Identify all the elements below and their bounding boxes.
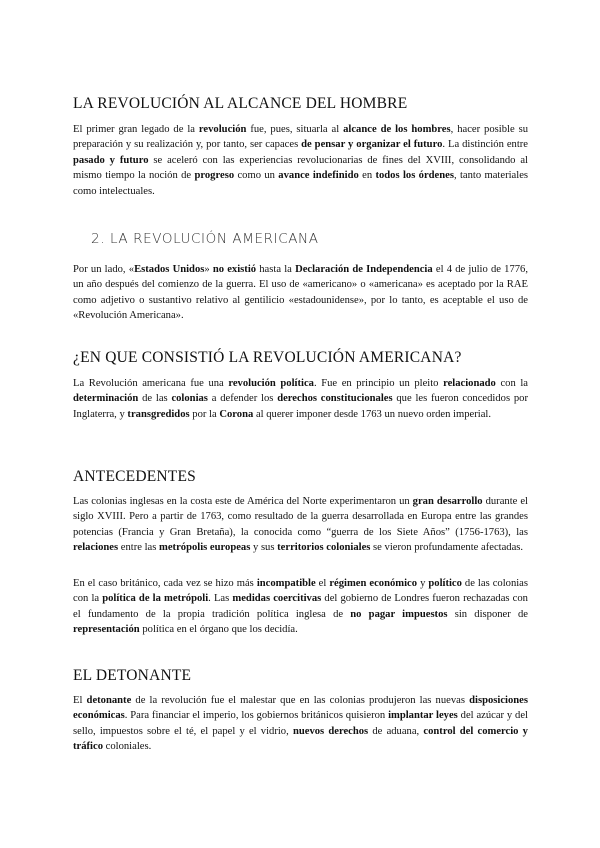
text-run: durante el siglo XVIII. Pero a partir de 1763, como resultado de la guerra desarrollada en Europa entre las grandes potencias (Francia y Gran Bretaña), la conocida como “guerra de los Siete Años” (1756-1763), las [73, 496, 528, 538]
text-run: entre las [118, 542, 160, 554]
text-run: como un [234, 170, 279, 182]
paragraph-estados-unidos [73, 262, 528, 324]
bold-text: implantar leyes [388, 710, 458, 722]
text-run: . Para financiar el imperio, los gobiernos británicos quisieron [124, 710, 389, 722]
text-run: En el caso británico, cada vez se hizo más [73, 578, 257, 589]
bold-text: relacionado [443, 378, 496, 389]
bold-text: relaciones [73, 542, 119, 554]
text-run: Por un lado, « [73, 264, 135, 275]
bold-text: todos los órdenes [375, 170, 454, 182]
bold-text: Declaración de Independencia [295, 264, 433, 275]
bold-text: régimen económico [329, 578, 418, 589]
text-run: en [358, 170, 376, 182]
bold-text: de pensar y organizar el futuro [301, 139, 443, 151]
bold-text: territorios coloniales [277, 542, 371, 554]
paragraph-revolucion-politica [73, 376, 528, 422]
heading-revolucion-alcance: LA REVOLUCIÓN AL ALCANCE DEL HOMBRE [73, 95, 408, 112]
text-run: . Las [208, 593, 233, 605]
bold-text: nuevos derechos [292, 725, 369, 737]
heading-el-detonante: EL DETONANTE [73, 667, 192, 684]
text-run: que les fueron concedidos por Inglaterra, y [73, 393, 528, 420]
text-run: del gobierno de Londres fueron rechazadas con el fundamento de la propia tradición política inglesa de [73, 593, 528, 620]
text-run: , tanto materiales como intelectuales. [73, 170, 529, 197]
bold-text: determinación [73, 393, 139, 405]
bold-text: metrópolis europeas [159, 542, 251, 554]
bold-text: incompatible [256, 578, 316, 589]
heading-en-que-consistio: ¿EN QUE CONSISTIÓ LA REVOLUCIÓN AMERICANA? [73, 349, 462, 366]
bold-text: derechos constitucionales [277, 393, 393, 405]
bold-text: representación [73, 624, 140, 636]
text-run: por la [189, 408, 220, 420]
text-run: el 4 de julio de 1776, un año después del comienzo de la guerra. El uso de «americano» o «americana» es aceptado por la RAE como adjetivo o sustantivo relativo al gentilicio «estadounidense», por lo tanto, es aceptable el uso de «Revolución Americana». [73, 264, 529, 322]
bold-text: Corona [219, 408, 254, 420]
bold-text: política de la metrópoli [102, 593, 209, 605]
text-run: . Fue en principio un pleito [313, 378, 444, 389]
text-run: La Revolución americana fue una [73, 378, 229, 389]
bold-text: pasado y futuro [73, 154, 149, 166]
bold-text: político [428, 578, 462, 589]
bold-text: revolución [198, 124, 247, 135]
text-run: Las colonias inglesas en la costa este de América del Norte experimentaron un [73, 496, 413, 507]
text-run: con la [495, 378, 528, 389]
text-run: política en el órgano que los decidía. [139, 624, 298, 636]
bold-text: medidas coercitivas [232, 593, 322, 605]
heading-revolucion-americana: 2. LA REVOLUCIÓN AMERICANA [91, 231, 319, 247]
text-run: . La distinción entre [442, 139, 528, 151]
bold-text: transgredidos [127, 408, 190, 420]
text-run: de las colonias con la [73, 578, 529, 605]
text-run: de la revolución fue el malestar que en las colonias produjeron las nuevas [131, 695, 470, 706]
text-run: se aceleró con las experiencias revolucionarias de fines del XVIII, consolidando al mismo tiempo la noción de [73, 154, 529, 182]
text-run: y [417, 578, 429, 589]
paragraph-legado [73, 122, 528, 199]
text-run: el [315, 578, 330, 589]
paragraph-colonias-inglesas [73, 494, 528, 556]
text-run: de aduana, [368, 725, 424, 737]
bold-text: disposiciones económicas [73, 695, 528, 722]
paragraph-detonante [73, 693, 528, 755]
bold-text: Estados Unidos [134, 264, 205, 275]
text-run: El [73, 695, 87, 706]
text-run: de las [138, 393, 172, 405]
text-run: sin disponer de [447, 608, 528, 620]
bold-text: detonante [86, 695, 132, 706]
bold-text: progreso [194, 170, 235, 182]
bold-text: revolución política [228, 378, 314, 389]
text-run: fue, pues, situarla al [246, 124, 344, 135]
text-run: del azúcar y del sello, impuestos sobre el té, el papel y el vidrio, [73, 710, 528, 737]
bold-text: colonias [171, 393, 208, 405]
text-run: se vieron profundamente afectadas. [370, 542, 524, 554]
text-run: coloniales. [103, 741, 152, 753]
paragraph-caso-britanico [73, 576, 528, 638]
bold-text: alcance de los hombres [343, 124, 451, 135]
text-run: y sus [250, 542, 278, 554]
text-run: hasta la [256, 264, 296, 275]
bold-text: avance indefinido [278, 170, 359, 182]
text-run: a defender los [207, 393, 278, 405]
text-run: » [204, 264, 213, 275]
heading-antecedentes: ANTECEDENTES [73, 468, 196, 485]
text-run: El primer gran legado de la [73, 124, 199, 135]
bold-text: gran desarrollo [412, 496, 483, 507]
bold-text: no existió [212, 264, 257, 275]
bold-text: no pagar impuestos [350, 608, 448, 620]
text-run: , hacer posible su preparación y su realización y, por tanto, ser capaces [73, 124, 529, 151]
text-run: al querer imponer desde 1763 un nuevo orden imperial. [253, 408, 491, 420]
bold-text: control del comercio y tráfico [73, 725, 528, 753]
